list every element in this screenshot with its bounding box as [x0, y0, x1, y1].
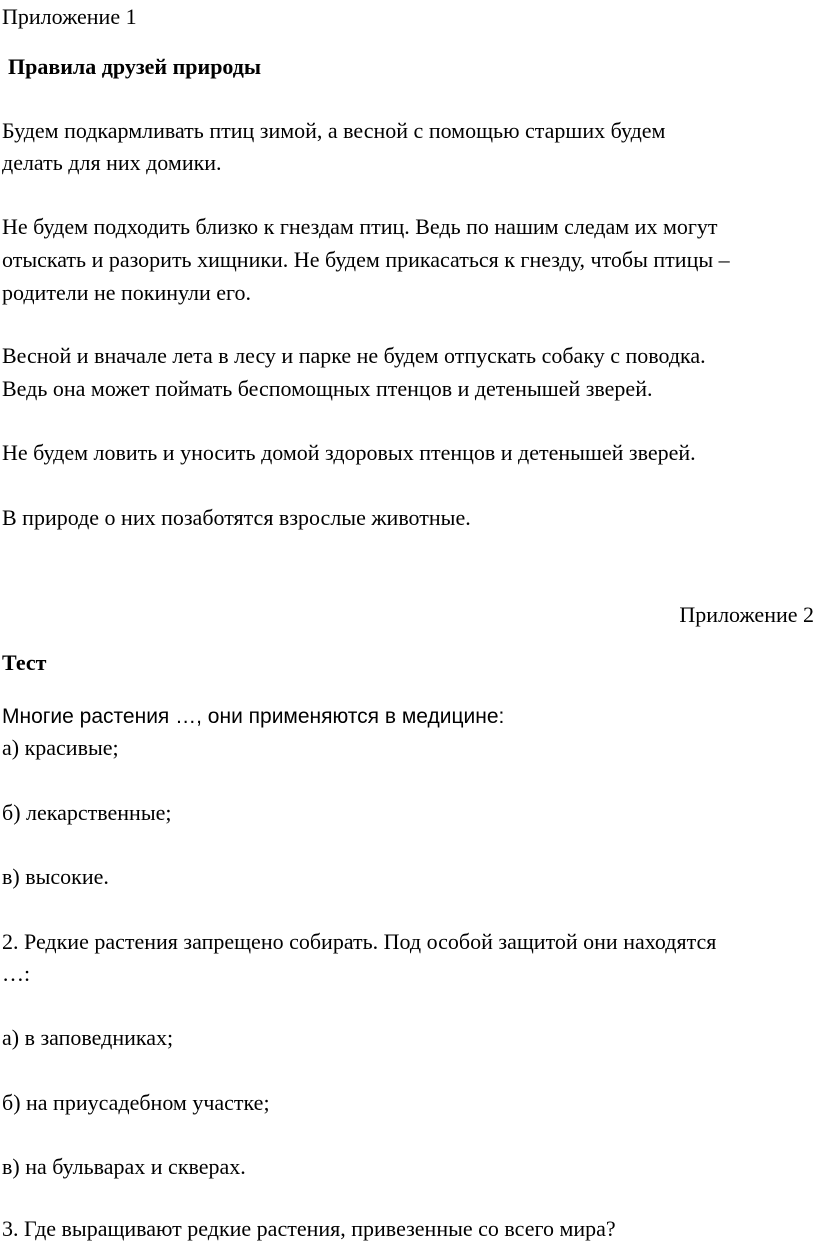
- question-2-option-a: а) в заповедниках;: [2, 1025, 174, 1050]
- rule-4: Не будем ловить и уносить домой здоровых птенцов и детенышей зверей.: [2, 440, 696, 465]
- rule-3-line-1: Весной и вначале лета в лесу и парке не будем отпускать собаку с поводка.: [2, 343, 706, 368]
- question-2-option-b: б) на приусадебном участке;: [2, 1090, 270, 1115]
- question-1: Многие растения …, они применяются в медицине:: [2, 705, 505, 728]
- question-1-option-b: б) лекарственные;: [2, 800, 172, 825]
- rule-2-line-3: родители не покинули его.: [2, 280, 252, 305]
- rule-1-line-1: Будем подкармливать птиц зимой, а весной с помощью старших будем: [2, 118, 666, 143]
- test-title: Тест: [2, 650, 47, 675]
- rule-3-line-2: Ведь она может поймать беспомощных птенцов и детенышей зверей.: [2, 376, 653, 401]
- question-2-line-2: …:: [2, 961, 31, 986]
- question-2-line-1: 2. Редкие растения запрещено собирать. Под особой защитой они находятся: [2, 929, 717, 954]
- rule-5: В природе о них позаботятся взрослые животные.: [2, 505, 471, 530]
- question-2-option-c: в) на бульварах и скверах.: [2, 1154, 246, 1179]
- question-1-option-c: в) высокие.: [2, 864, 109, 889]
- rule-1-line-2: делать для них домики.: [2, 150, 222, 175]
- appendix-2-label: Приложение 2: [679, 602, 814, 627]
- rule-2-line-1: Не будем подходить близко к гнездам птиц. Ведь по нашим следам их могут: [2, 214, 718, 239]
- question-1-option-a: а) красивые;: [2, 735, 119, 760]
- rules-title: Правила друзей природы: [8, 54, 262, 79]
- question-3: 3. Где выращивают редкие растения, привезенные со всего мира?: [2, 1216, 616, 1241]
- rule-2-line-2: отыскать и разорить хищники. Не будем прикасаться к гнезду, чтобы птицы –: [2, 247, 730, 272]
- appendix-1-label: Приложение 1: [2, 4, 137, 29]
